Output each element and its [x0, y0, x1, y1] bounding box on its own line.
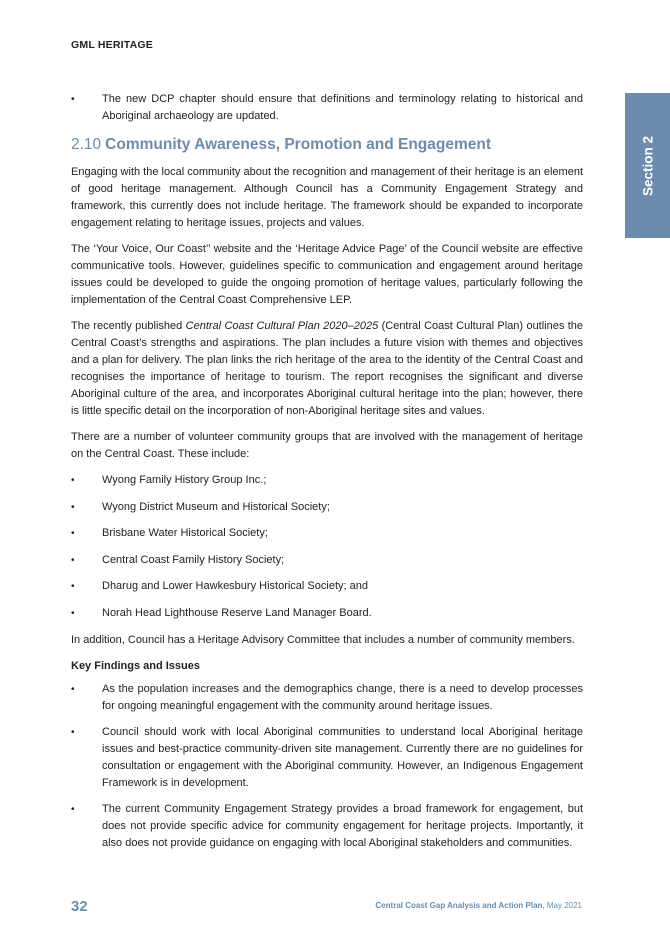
key-findings-list — [71, 681, 583, 852]
section-tab-label: Section 2 — [640, 135, 655, 196]
section-heading — [71, 134, 583, 156]
paragraph: Engaging with the local community about the recognition and management of their heritage is an element of good heritage management. Although Council has a Community Engagement Strategy and framework, this currently does not include heritage. The framework should be expanded to incorporate engagement relating to heritage issues, projects and values. — [71, 166, 583, 229]
community-groups-list — [71, 472, 583, 622]
section-number: 2.10 — [71, 136, 102, 153]
paragraph: In addition, Council has a Heritage Advisory Committee that includes a number of community members. — [71, 633, 575, 646]
doc-date: , May 2021 — [542, 901, 582, 910]
list-item: • Wyong Family History Group Inc.; — [71, 472, 583, 489]
plan-title-italic: Central Coast Cultural Plan 2020–2025 — [185, 320, 379, 332]
doc-title: Central Coast Gap Analysis and Action Plan — [375, 901, 543, 910]
section-tab — [625, 93, 670, 238]
paragraph: The ‘Your Voice, Our Coast’’ website and the ‘Heritage Advice Page’ of the Council website are effective communicative tools. However, guidelines specific to communication and engagement around heritage issues could be developed to guide the ongoing promotion of heritage values, particularly following the implementation of the Central Coast Comprehensive LEP. — [71, 243, 583, 306]
key-findings-heading: Key Findings and Issues — [71, 659, 200, 672]
list-item: • Dharug and Lower Hawkesbury Historical Society; and — [71, 578, 583, 595]
list-item: • Norah Head Lighthouse Reserve Land Manager Board. — [71, 605, 583, 622]
list-item: • The current Community Engagement Strategy provides a broad framework for engagement, but does not provide specific advice for community engagement for heritage projects. Importantly, it also does not provide guidance on engaging with local Aboriginal stakeholders and communities. — [71, 801, 583, 852]
list-item: • Council should work with local Aboriginal communities to understand local Aboriginal heritage issues and best-practice community-driven site management. Currently there are no guidelines for consultation or engagement with the Aboriginal community. However, an Indigenous Engagement Framework is in development. — [71, 724, 583, 792]
page-content — [71, 91, 583, 861]
paragraph-text: The recently published — [71, 320, 186, 332]
running-header: GML HERITAGE — [71, 39, 153, 51]
list-item: • Central Coast Family History Society; — [71, 552, 583, 569]
list-item: • Brisbane Water Historical Society; — [71, 525, 583, 542]
footer-doc-title — [375, 901, 582, 910]
list-item: • The new DCP chapter should ensure that definitions and terminology relating to historical and Aboriginal archaeology are updated. — [71, 91, 583, 125]
paragraph-text: (Central Coast Cultural Plan) outlines the Central Coast’s strengths and aspirations. The plan includes a future vision with themes and objectives and a plan for delivery. The plan links the rich heritage of the area to the identity of the Central Coast and recognises the importance of heritage to tourism. The report recognises the significant and diverse Aboriginal culture of the area, and incorporates Aboriginal cultural heritage into the plan; however, there is little specific detail on the incorporation of non-Aboriginal heritage sites and values. — [71, 320, 584, 417]
paragraph-cultural-plan — [71, 318, 583, 420]
paragraph: There are a number of volunteer community groups that are involved with the management of heritage on the Central Coast. These include: — [71, 431, 583, 460]
intro-bullet-list — [71, 91, 583, 125]
section-title: Community Awareness, Promotion and Engagement — [105, 136, 492, 153]
page-number: 32 — [71, 898, 88, 915]
list-item: • Wyong District Museum and Historical Society; — [71, 499, 583, 516]
list-item: • As the population increases and the demographics change, there is a need to develop processes for ongoing meaningful engagement with the community around heritage issues. — [71, 681, 583, 715]
